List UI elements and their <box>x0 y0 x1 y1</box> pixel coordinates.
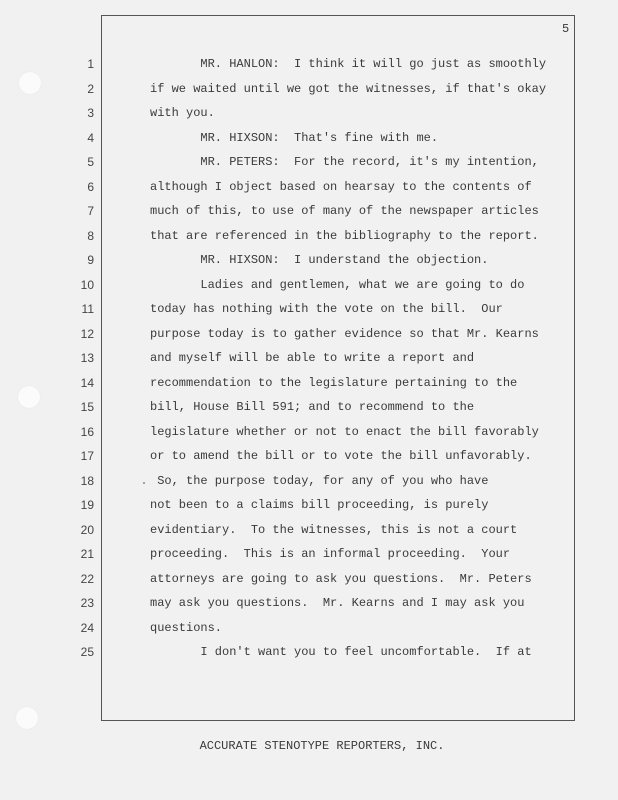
transcript-line: much of this, to use of many of the newspaper articles <box>150 204 539 218</box>
transcript-line: purpose today is to gather evidence so that Mr. Kearns <box>150 326 539 341</box>
line-number: 21 <box>80 547 94 561</box>
line-number: 6 <box>87 179 94 194</box>
transcript-line: that are referenced in the bibliography to the report. <box>150 228 539 243</box>
line-number: 4 <box>87 130 94 145</box>
punch-hole-bottom <box>16 707 38 729</box>
punch-hole-top <box>19 72 41 94</box>
punch-hole-middle <box>18 386 40 408</box>
transcript-line: although I object based on hearsay to the contents of <box>150 179 532 194</box>
transcript-line: MR. HANLON: I think it will go just as smoothly <box>150 57 547 71</box>
transcript-line: attorneys are going to ask you questions. Mr. Peters <box>150 571 532 586</box>
line-number: 18 <box>80 473 94 488</box>
transcript-line: bill, House Bill 591; and to recommend to the <box>150 400 475 414</box>
line-number: 14 <box>80 375 94 390</box>
line-number: 15 <box>80 400 94 414</box>
transcript-line: or to amend the bill or to vote the bill unfavorably. <box>150 449 532 463</box>
line-number: 20 <box>80 522 94 537</box>
page-number: 5 <box>562 22 570 36</box>
line-number: 16 <box>80 424 94 439</box>
transcript-line: proceeding. This is an informal proceeding. Your <box>150 547 511 561</box>
transcript-line: I don't want you to feel uncomfortable. If at <box>150 645 532 659</box>
transcript-line: MR. HIXSON: I understand the objection. <box>150 253 489 267</box>
line-number: 5 <box>87 155 94 169</box>
transcript-line: MR. HIXSON: That's fine with me. <box>150 130 439 145</box>
line-number: 7 <box>87 204 94 218</box>
line-number: 2 <box>87 81 94 96</box>
line-number: 1 <box>87 57 94 71</box>
transcript-border <box>101 15 575 721</box>
transcript-line: today has nothing with the vote on the bill. Our <box>150 302 503 316</box>
transcript-line: if we waited until we got the witnesses, if that's okay <box>150 81 547 96</box>
transcript-line: So, the purpose today, for any of you who have <box>150 473 489 488</box>
line-number: 11 <box>81 302 94 316</box>
transcript-line: MR. PETERS: For the record, it's my intention, <box>150 155 539 169</box>
transcript-line: questions. <box>150 620 223 635</box>
line-number: 25 <box>80 645 94 659</box>
line-number: 19 <box>80 498 94 512</box>
line-number: 8 <box>87 228 94 243</box>
line-number: 24 <box>80 620 94 635</box>
line-number: 22 <box>80 571 94 586</box>
transcript-line: recommendation to the legislature pertaining to the <box>150 375 518 390</box>
footer-reporter-name: ACCURATE STENOTYPE REPORTERS, INC. <box>199 739 445 753</box>
line-number: 9 <box>87 253 94 267</box>
line-number: 10 <box>80 277 94 292</box>
transcript-line: Ladies and gentlemen, what we are going to do <box>150 277 525 292</box>
line-number: 3 <box>87 106 94 120</box>
line-number: 17 <box>80 449 94 463</box>
line-number: 23 <box>80 596 94 610</box>
transcript-line: and myself will be able to write a report and <box>150 351 475 365</box>
transcript-line: legislature whether or not to enact the bill favorably <box>150 424 539 439</box>
transcript-line: not been to a claims bill proceeding, is purely <box>150 498 489 512</box>
transcript-line: may ask you questions. Mr. Kearns and I may ask you <box>150 596 525 610</box>
line-number: 12 <box>80 326 94 341</box>
transcript-line: with you. <box>150 106 215 120</box>
line-number: 13 <box>80 351 94 365</box>
transcript-line: evidentiary. To the witnesses, this is not a court <box>150 522 518 537</box>
